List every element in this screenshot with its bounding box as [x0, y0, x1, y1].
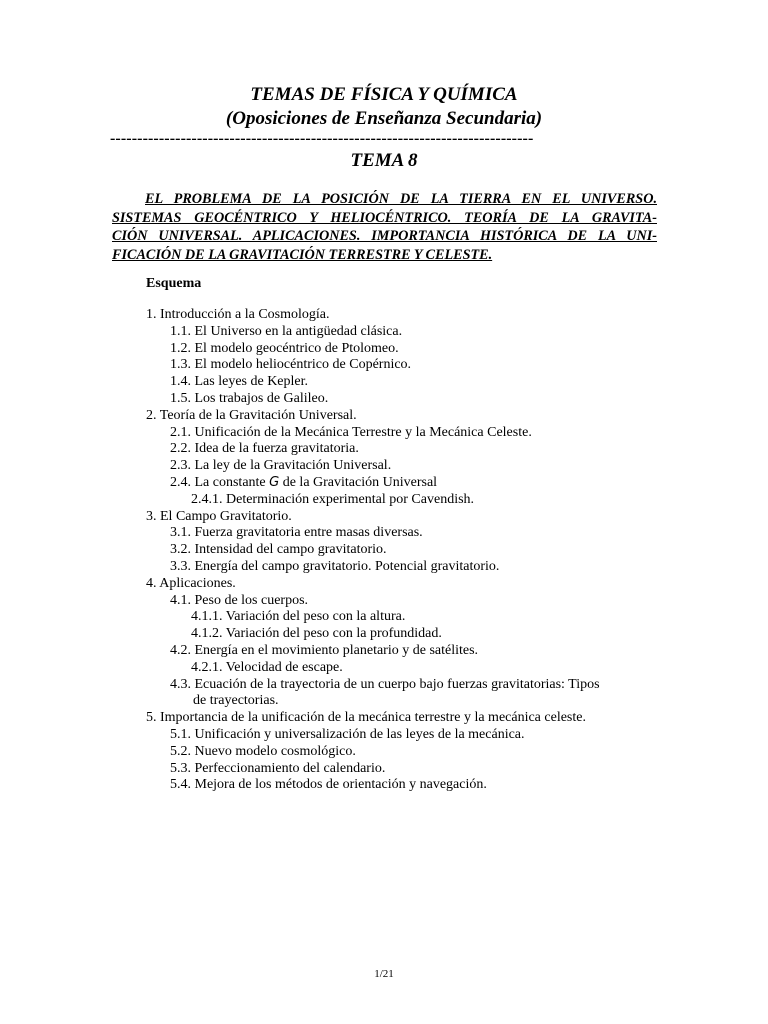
toc-item-level-2 — [0, 441, 768, 458]
toc-item-text: 5.3. Perfeccionamiento del calendario. — [170, 760, 386, 776]
toc-item-level-2 — [0, 324, 768, 341]
toc-item-text: 1.3. El modelo heliocéntrico de Copérnico. — [170, 357, 412, 373]
table-of-contents — [0, 307, 768, 794]
toc-item-text: 2.1. Unificación de la Mecánica Terrestre y la Mecánica Celeste. — [170, 424, 532, 440]
toc-item-continuation: de trayectorias. — [193, 693, 279, 709]
toc-item-level-3 — [0, 660, 768, 677]
toc-item-level-2 — [0, 677, 657, 711]
toc-item-text-after: de la Gravitación Universal — [282, 474, 438, 490]
toc-item-text: 4. Aplicaciones. — [146, 575, 236, 591]
toc-item-text: 5.4. Mejora de los métodos de orientación y navegación. — [170, 777, 487, 793]
toc-item-level-1 — [0, 307, 768, 324]
toc-item-level-2 — [0, 559, 768, 576]
toc-item-level-2 — [0, 727, 768, 744]
toc-item-text: 3.3. Energía del campo gravitatorio. Potencial gravitatorio. — [170, 558, 500, 574]
toc-item-text: 2.4. La constante — [170, 474, 266, 490]
toc-item-text: 1.5. Los trabajos de Galileo. — [170, 390, 329, 406]
toc-item-level-2 — [0, 744, 768, 761]
page-number: 1/21 — [374, 968, 394, 980]
toc-item-level-2 — [0, 391, 768, 408]
toc-item-text: 4.1. Peso de los cuerpos. — [170, 592, 309, 608]
toc-item-level-2 — [0, 475, 768, 492]
toc-item-text: 4.2. Energía en el movimiento planetario y de satélites. — [170, 642, 479, 658]
toc-item-text: 1.4. Las leyes de Kepler. — [170, 374, 309, 390]
toc-item-level-2 — [0, 593, 768, 610]
toc-item-level-2 — [0, 458, 768, 475]
separator-line: ------------------------------------------------------------------------------ — [110, 131, 534, 147]
toc-item-text: 2.3. La ley de la Gravitación Universal. — [170, 458, 392, 474]
constant-g-symbol: G — [269, 474, 280, 490]
toc-item-text: 3.1. Fuerza gravitatoria entre masas diversas. — [170, 525, 423, 541]
toc-item-level-2 — [0, 643, 768, 660]
toc-item-level-1 — [0, 408, 768, 425]
toc-item-level-3 — [0, 626, 768, 643]
toc-item-text: 4.2.1. Velocidad de escape. — [191, 659, 343, 675]
document-title: TEMAS DE FÍSICA Y QUÍMICA — [250, 84, 518, 105]
heading-line: FICACIÓN DE LA GRAVITACIÓN TERRESTRE Y CELESTE. — [112, 246, 493, 263]
toc-item-text: 1. Introducción a la Cosmología. — [146, 307, 330, 322]
toc-item-level-3 — [0, 492, 768, 509]
toc-item-text: 5.2. Nuevo modelo cosmológico. — [170, 743, 356, 759]
toc-item-level-3 — [0, 609, 768, 626]
tema-number: TEMA 8 — [350, 150, 418, 171]
esquema-label: Esquema — [146, 276, 202, 291]
toc-item-level-2 — [0, 761, 768, 778]
toc-item-text: 1.1. El Universo en la antigüedad clásica. — [170, 323, 403, 339]
toc-item-level-1 — [0, 576, 768, 593]
toc-item-text: 2.4.1. Determinación experimental por Cavendish. — [191, 491, 475, 507]
document-subtitle: (Oposiciones de Enseñanza Secundaria) — [225, 108, 543, 129]
toc-item-text: 2.2. Idea de la fuerza gravitatoria. — [170, 441, 359, 457]
toc-item-level-2 — [0, 542, 768, 559]
toc-item-text: 5. Importancia de la unificación de la mecánica terrestre y la mecánica celeste. — [146, 710, 586, 726]
toc-item-level-2 — [0, 357, 768, 374]
toc-item-text: 4.3. Ecuación de la trayectoria de un cuerpo bajo fuerzas gravitatorias: Tipos — [170, 676, 600, 692]
toc-item-level-2 — [0, 777, 768, 794]
toc-item-level-2 — [0, 525, 768, 542]
heading-line: EL PROBLEMA DE LA POSICIÓN DE LA TIERRA EN EL UNIVERSO. — [145, 191, 657, 207]
toc-item-text: 3.2. Intensidad del campo gravitatorio. — [170, 542, 387, 558]
toc-item-text: 5.1. Unificación y universalización de las leyes de la mecánica. — [170, 726, 525, 742]
toc-item-text: 2. Teoría de la Gravitación Universal. — [146, 407, 357, 423]
heading-line: CIÓN UNIVERSAL. APLICACIONES. IMPORTANCIA HISTÓRICA DE LA UNI- — [112, 228, 657, 244]
toc-item-level-2 — [0, 425, 768, 442]
toc-item-text: 3. El Campo Gravitatorio. — [146, 508, 292, 524]
toc-item-text: 4.1.2. Variación del peso con la profundidad. — [191, 626, 442, 642]
toc-item-text: 4.1.1. Variación del peso con la altura. — [191, 609, 406, 625]
toc-item-level-2 — [0, 341, 768, 358]
toc-item-text: 1.2. El modelo geocéntrico de Ptolomeo. — [170, 340, 399, 356]
toc-item-level-2 — [0, 374, 768, 391]
heading-line: SISTEMAS GEOCÉNTRICO Y HELIOCÉNTRICO. TEORÍA DE LA GRAVITA- — [112, 209, 657, 226]
toc-item-level-1 — [0, 710, 768, 727]
toc-item-level-1 — [0, 509, 768, 526]
tema-heading — [112, 190, 657, 264]
